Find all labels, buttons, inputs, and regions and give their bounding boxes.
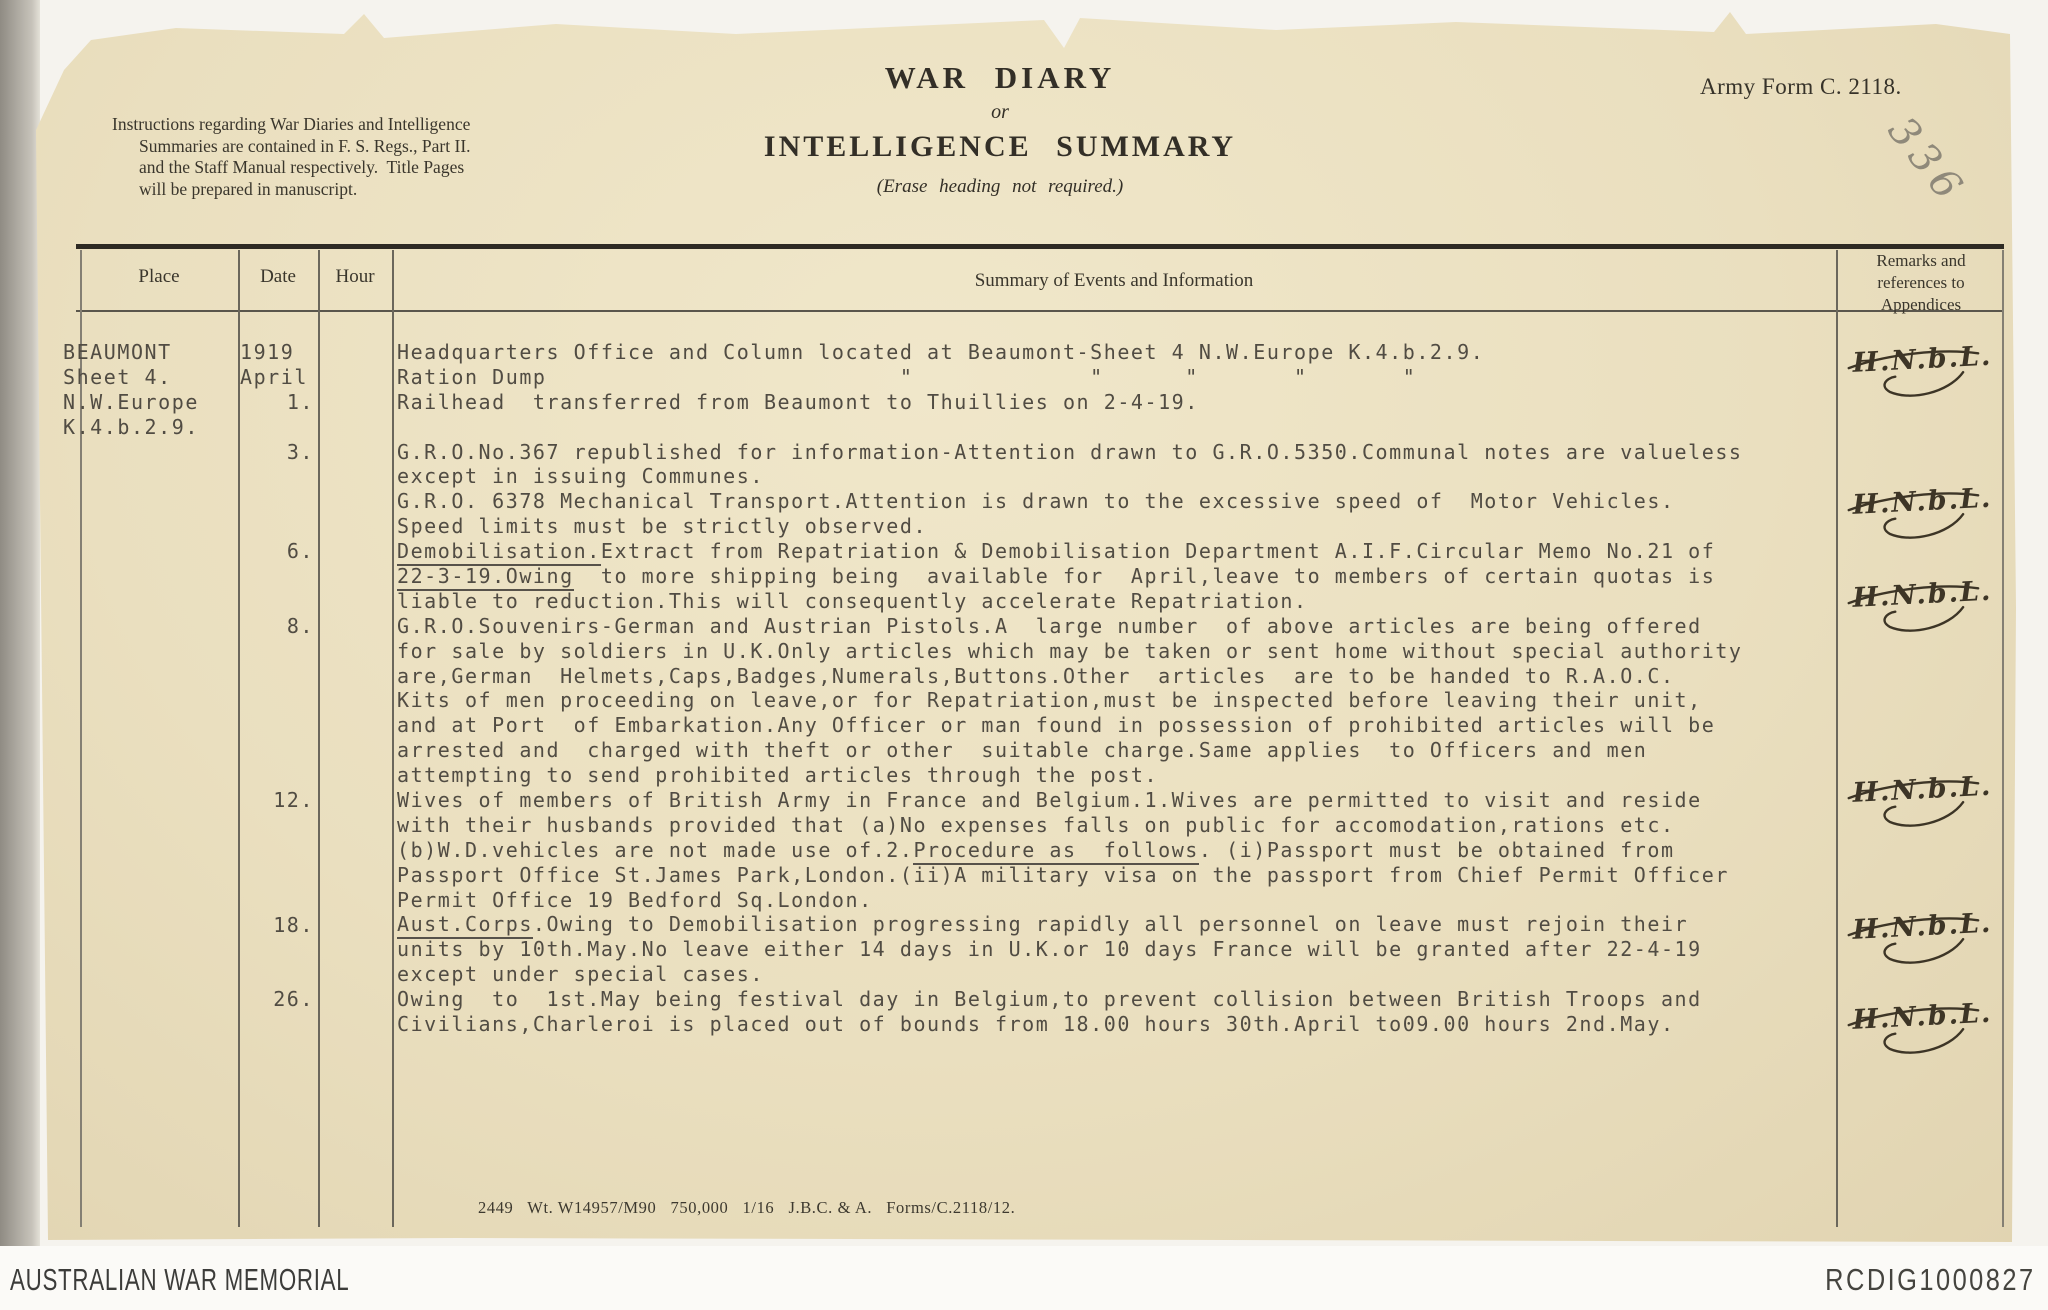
summary-line: are,German Helmets,Caps,Badges,Numerals,Buttons.Other articles are to be handed to R.A.O.C. xyxy=(397,663,1675,688)
date-entry: 3. xyxy=(286,439,314,464)
summary-line: arrested and charged with theft or other suitable charge.Same applies to Officers and men xyxy=(397,738,1648,763)
column-header-place: Place xyxy=(138,266,180,287)
form-title-2: INTELLIGENCE SUMMARY xyxy=(763,130,1237,163)
date-entry: 1. xyxy=(286,389,314,414)
signature xyxy=(1841,336,2014,407)
summary-line: Speed limits must be strictly observed. xyxy=(397,514,928,539)
signature-initials: H.N.b.L. xyxy=(1851,907,1994,946)
signature xyxy=(1841,571,2014,642)
table-top-rule xyxy=(76,244,2004,249)
column-header-summary: Summary of Events and Information xyxy=(974,270,1254,291)
summary-line: units by 10th.May.No leave either 14 days in U.K.or 10 days France will be granted after 22-4-19 xyxy=(397,937,1702,962)
divider-hour-summary xyxy=(392,250,394,1227)
summary-line: except in issuing Communes. xyxy=(397,464,764,489)
summary-line: Passport Office St.James Park,London.(ii)A military visa on the passport from Chief Permit Officer xyxy=(397,862,1729,887)
summary-line: Civilians,Charleroi is placed out of bounds from 18.00 hours 30th.April to09.00 hours 2nd.May. xyxy=(397,1012,1675,1037)
place-column xyxy=(63,340,199,440)
signature-initials: H.N.b.L. xyxy=(1851,482,1994,521)
instructions-line: Instructions regarding War Diaries and Intelligence xyxy=(112,114,471,134)
handwritten-page-number: 336 xyxy=(1878,108,1975,214)
date-entry: April xyxy=(240,364,308,389)
divider-date-hour xyxy=(318,250,320,1227)
summary-line: G.R.O. 6378 Mechanical Transport.Attention is drawn to the excessive speed of Motor Vehicles. xyxy=(397,489,1675,514)
summary-line: and at Port of Embarkation.Any Officer or man found in possession of prohibited articles will be xyxy=(397,713,1716,738)
date-column xyxy=(240,340,314,1040)
archive-source-label: AUSTRALIAN WAR MEMORIAL xyxy=(10,1262,350,1297)
signature-initials: H.N.b.L. xyxy=(1851,340,1994,379)
signature xyxy=(1841,478,2014,549)
form-instructions xyxy=(112,114,471,200)
summary-line: Ration Dump " " " " " xyxy=(397,364,1417,389)
summary-line: (b)W.D.vehicles are not made use of.2.Procedure as follows. (i)Passport must be obtained from xyxy=(397,838,1857,863)
form-title: WAR DIARY xyxy=(884,60,1116,95)
summary-line: Owing to 1st.May being festival day in Belgium,to prevent collision between British Troops and xyxy=(397,987,1702,1012)
signature xyxy=(1841,766,2014,837)
signature-initials: H.N.b.L. xyxy=(1851,770,1994,809)
summary-line: liable to reduction.This will consequently accelerate Repatriation. xyxy=(397,588,1308,613)
date-entry: 6. xyxy=(286,539,314,564)
remarks-header-line: Appendices xyxy=(1880,295,1962,314)
summary-line: Railhead transferred from Beaumont to Thuillies on 2-4-19. xyxy=(397,389,1199,414)
summary-lines xyxy=(397,340,1857,1037)
column-header-remarks xyxy=(1840,250,2002,316)
printers-code: 2449 Wt. W14957/M90 750,000 1/16 J.B.C. & A. Forms/C.2118/12. xyxy=(478,1198,1016,1217)
summary-line: Demobilisation.Extract from Repatriation & Demobilisation Department A.I.F.Circular Memo No.21 of xyxy=(397,539,1857,564)
date-entry: 12. xyxy=(273,788,314,813)
summary-line: attempting to send prohibited articles through the post. xyxy=(397,763,1159,788)
summary-line: Aust.Corps.Owing to Demobilisation progressing rapidly all personnel on leave must rejoin their xyxy=(397,912,1857,937)
army-form-number: Army Form C. 2118. xyxy=(1700,74,1902,99)
place-line: BEAUMONT xyxy=(63,340,172,364)
signature-initials: H.N.b.L. xyxy=(1851,997,1994,1036)
summary-line: Permit Office 19 Bedford Sq.London. xyxy=(397,887,873,912)
date-entry: 8. xyxy=(286,613,314,638)
summary-line: with their husbands provided that (a)No expenses falls on public for accomodation,rations etc. xyxy=(397,812,1675,837)
date-entry: 1919 xyxy=(240,340,295,364)
summary-line: except under special cases. xyxy=(397,962,764,987)
instructions-line: Summaries are contained in F. S. Regs., Part II. xyxy=(139,135,471,156)
place-line: Sheet 4. xyxy=(63,364,172,389)
summary-line xyxy=(397,415,1857,440)
summary-line: Headquarters Office and Column located at Beaumont-Sheet 4 N.W.Europe K.4.b.2.9. xyxy=(397,340,1485,364)
place-line: K.4.b.2.9. xyxy=(63,414,199,439)
summary-line: for sale by soldiers in U.K.Only articles which may be taken or sent home without special authority xyxy=(397,638,1743,663)
signature xyxy=(1841,993,2014,1064)
place-line: N.W.Europe xyxy=(63,389,199,414)
scan-left-edge xyxy=(0,0,40,1248)
signature xyxy=(1841,903,2014,974)
form-title-or: or xyxy=(991,101,1009,123)
archive-id-label: RCDIG1000827 xyxy=(1825,1262,2036,1297)
summary-line: G.R.O.Souvenirs-German and Austrian Pistols.A large number of above articles are being offered xyxy=(397,613,1702,638)
date-entry: 18. xyxy=(273,912,314,937)
summary-line: Kits of men proceeding on leave,or for Repatriation,must be inspected before leaving their unit, xyxy=(397,688,1702,713)
instructions-line: and the Staff Manual respectively. Title Pages xyxy=(139,157,465,177)
instructions-line: will be prepared in manuscript. xyxy=(139,178,358,199)
summary-line: 22-3-19.Owing to more shipping being available for April,leave to members of certain quotas is xyxy=(397,564,1857,589)
form-title-note: (Erase heading not required.) xyxy=(876,176,1124,197)
summary-line: Wives of members of British Army in France and Belgium.1.Wives are permitted to visit and reside xyxy=(397,788,1702,813)
column-header-hour: Hour xyxy=(335,266,375,287)
remarks-header-line: references to xyxy=(1877,273,1965,292)
form-title-block xyxy=(700,60,1300,198)
column-header-date: Date xyxy=(260,266,296,287)
date-entry: 26. xyxy=(273,987,314,1012)
table-header-rule xyxy=(76,310,2004,312)
signature-initials: H.N.b.L. xyxy=(1851,575,1994,614)
remarks-header-line: Remarks and xyxy=(1876,251,1966,270)
summary-line: G.R.O.No.367 republished for information-Attention drawn to G.R.O.5350.Communal notes are valueless xyxy=(397,439,1743,464)
